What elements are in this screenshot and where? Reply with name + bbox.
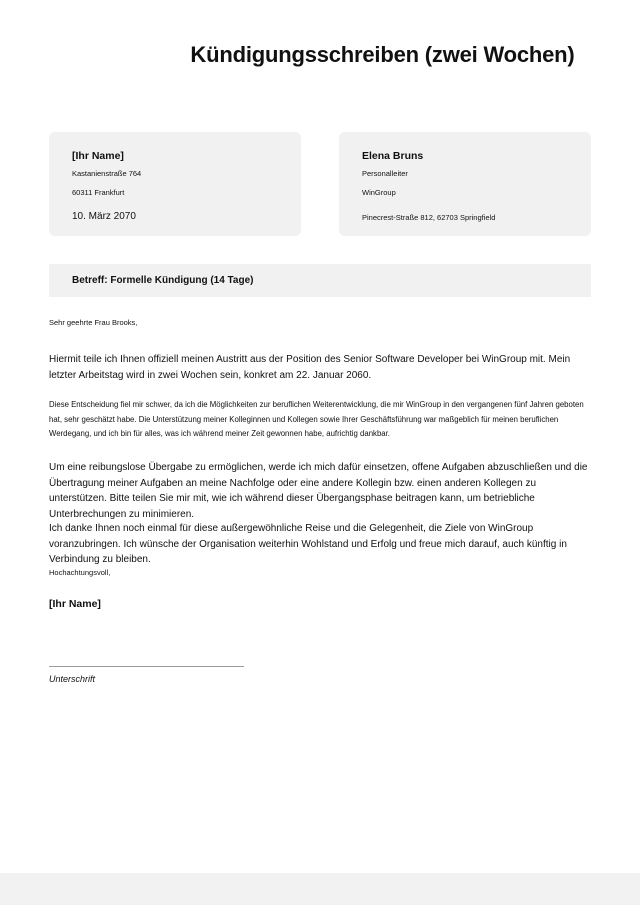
- salutation: Sehr geehrte Frau Brooks,: [49, 318, 138, 327]
- recipient-card: [339, 132, 591, 236]
- body-paragraph-1: Hiermit teile ich Ihnen offiziell meinen Austritt aus der Position des Senior Software Developer bei WinGroup mit. Mein letzter Arbeitstag wird in zwei Wochen sein, konkret am 22. Januar 2060.: [49, 354, 571, 381]
- closing: Hochachtungsvoll,: [49, 568, 111, 577]
- body-paragraph-2: Diese Entscheidung fiel mir schwer, da ich die Möglichkeiten zur beruflichen Weiterentwicklung, die mir WinGroup in den vergangenen fünf Jahren geboten hat, sehr geschätzt habe. Die Unterstützung meiner Kolleginnen und Kollegen sowie Ihrer Geschäftsführung war maßgeblich für meinen beruflichen Werdegang, und ich bin für alles, was ich während meiner Zeit gewonnen habe, aufrichtig dankbar.: [49, 400, 584, 438]
- sender-street: Kastanienstraße 764: [72, 169, 142, 178]
- signature-label: Unterschrift: [49, 674, 96, 684]
- page-footer-band: [0, 873, 640, 905]
- subject-bar: [49, 264, 591, 297]
- signature-line: [49, 666, 244, 667]
- subject-line: Betreff: Formelle Kündigung (14 Tage): [72, 275, 254, 286]
- sender-card: [49, 132, 301, 236]
- body-paragraph-3: Um eine reibungslose Übergabe zu ermöglichen, werde ich mich dafür einsetzen, offene Aufgaben abzuschließen und die Übertragung meiner Aufgaben an meine Nachfolge oder eine andere Kollegin bzw. einen anderen Kollegen zu unterstützen. Bitte teilen Sie mir mit, wie ich während dieser Übergangsphase beitragen kann, um betriebliche Unterbrechungen zu minimieren.: [49, 462, 588, 520]
- signature-name: [Ihr Name]: [49, 598, 101, 610]
- body-paragraph-4: Ich danke Ihnen noch einmal für diese außergewöhnliche Reise und die Gelegenheit, die Ziele von WinGroup voranzubringen. Ich wünsche der Organisation weiterhin Wohlstand und Erfolg und freue mich darauf, auch künftig in Verbindung zu bleiben.: [49, 523, 567, 565]
- recipient-position: Personalleiter: [362, 169, 408, 178]
- recipient-name: Elena Bruns: [362, 150, 424, 162]
- recipient-company: WinGroup: [362, 188, 396, 197]
- document-title: Kündigungsschreiben (zwei Wochen): [190, 42, 575, 67]
- letter-date: 10. März 2070: [72, 211, 136, 222]
- sender-name: [Ihr Name]: [72, 150, 124, 162]
- sender-city: 60311 Frankfurt: [72, 188, 125, 197]
- recipient-address: Pinecrest-Straße 812, 62703 Springfield: [362, 213, 496, 222]
